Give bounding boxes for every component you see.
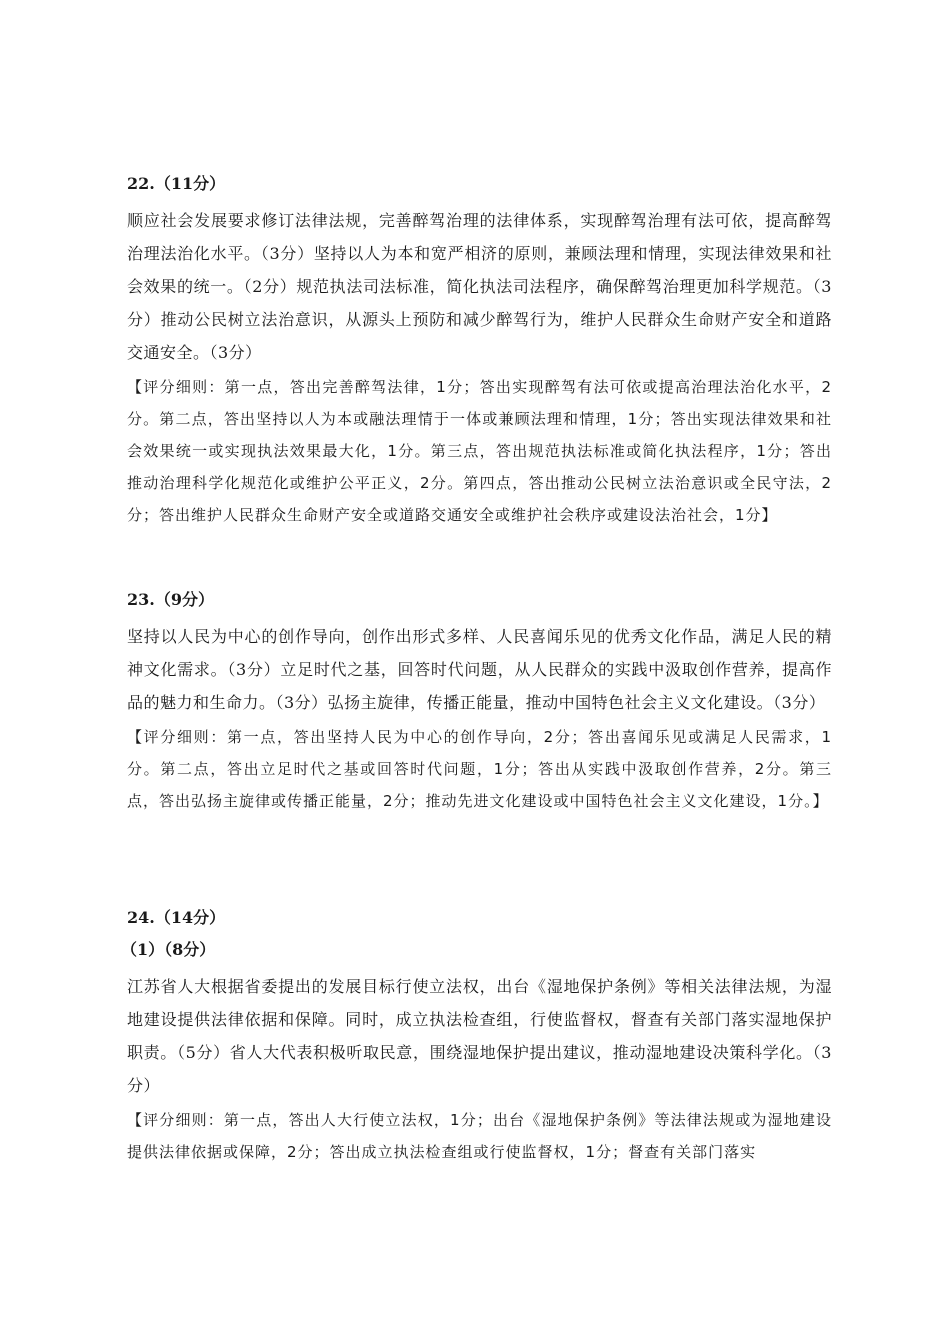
answer-text: 顺应社会发展要求修订法律法规，完善醉驾治理的法律体系，实现醉驾治理有法可依，提高醉驾治理法治化水平。（3分）坚持以人为本和宽严相济的原则，兼顾法理和情理，实现法律效果和社会效果的统一。（2分）规范执法司法标准，简化执法司法程序，确保醉驾治理更加科学规范。（3分）推动公民树立法治意识，从源头上预防和减少醉驾行为，维护人民群众生命财产安全和道路交通安全。（3分） (127, 211, 832, 362)
question-23 (127, 588, 832, 817)
scoring-rubric: 【评分细则：第一点，答出人大行使立法权，1分；出台《湿地保护条例》等法律法规或为湿地建设提供法律依据或保障，2分；答出成立执法检查组或行使监督权，1分；督查有关部门落实 (127, 1111, 832, 1161)
question-heading: 24.（14分） (127, 908, 226, 927)
question-22 (127, 172, 832, 531)
scoring-rubric: 【评分细则：第一点，答出坚持人民为中心的创作导向，2分；答出喜闻乐见或满足人民需求，1分。第二点，答出立足时代之基或回答时代问题，1分；答出从实践中汲取创作营养，2分。第三点，答出弘扬主旋律或传播正能量，2分；推动先进文化建设或中国特色社会主义文化建设，1分。】 (127, 728, 832, 810)
answer-text: 江苏省人大根据省委提出的发展目标行使立法权，出台《湿地保护条例》等相关法律法规，为湿地建设提供法律依据和保障。同时，成立执法检查组，行使监督权，督查有关部门落实湿地保护职责。（5分）省人大代表积极听取民意，围绕湿地保护提出建议，推动湿地建设决策科学化。（3分） (127, 977, 832, 1095)
sub-question-heading: （1）（8分） (121, 940, 216, 959)
question-heading: 23.（9分） (127, 590, 214, 609)
scoring-rubric: 【评分细则：第一点，答出完善醉驾法律，1分；答出实现醉驾有法可依或提高治理法治化水平，2分。第二点，答出坚持以人为本或融法理情于一体或兼顾法理和情理，1分；答出实现法律效果和社会效果统一或实现执法效果最大化，1分。第三点，答出规范执法标准或简化执法程序，1分；答出推动治理科学化规范化或维护公平正义，2分。第四点，答出推动公民树立法治意识或全民守法，2分；答出维护人民群众生命财产安全或道路交通安全或维护社会秩序或建设法治社会，1分】 (127, 378, 832, 524)
question-24 (121, 906, 832, 1168)
answer-text: 坚持以人民为中心的创作导向，创作出形式多样、人民喜闻乐见的优秀文化作品，满足人民的精神文化需求。（3分）立足时代之基，回答时代问题，从人民群众的实践中汲取创作营养，提高作品的魅力和生命力。（3分）弘扬主旋律，传播正能量，推动中国特色社会主义文化建设。（3分） (127, 627, 832, 712)
question-heading: 22.（11分） (127, 174, 226, 193)
